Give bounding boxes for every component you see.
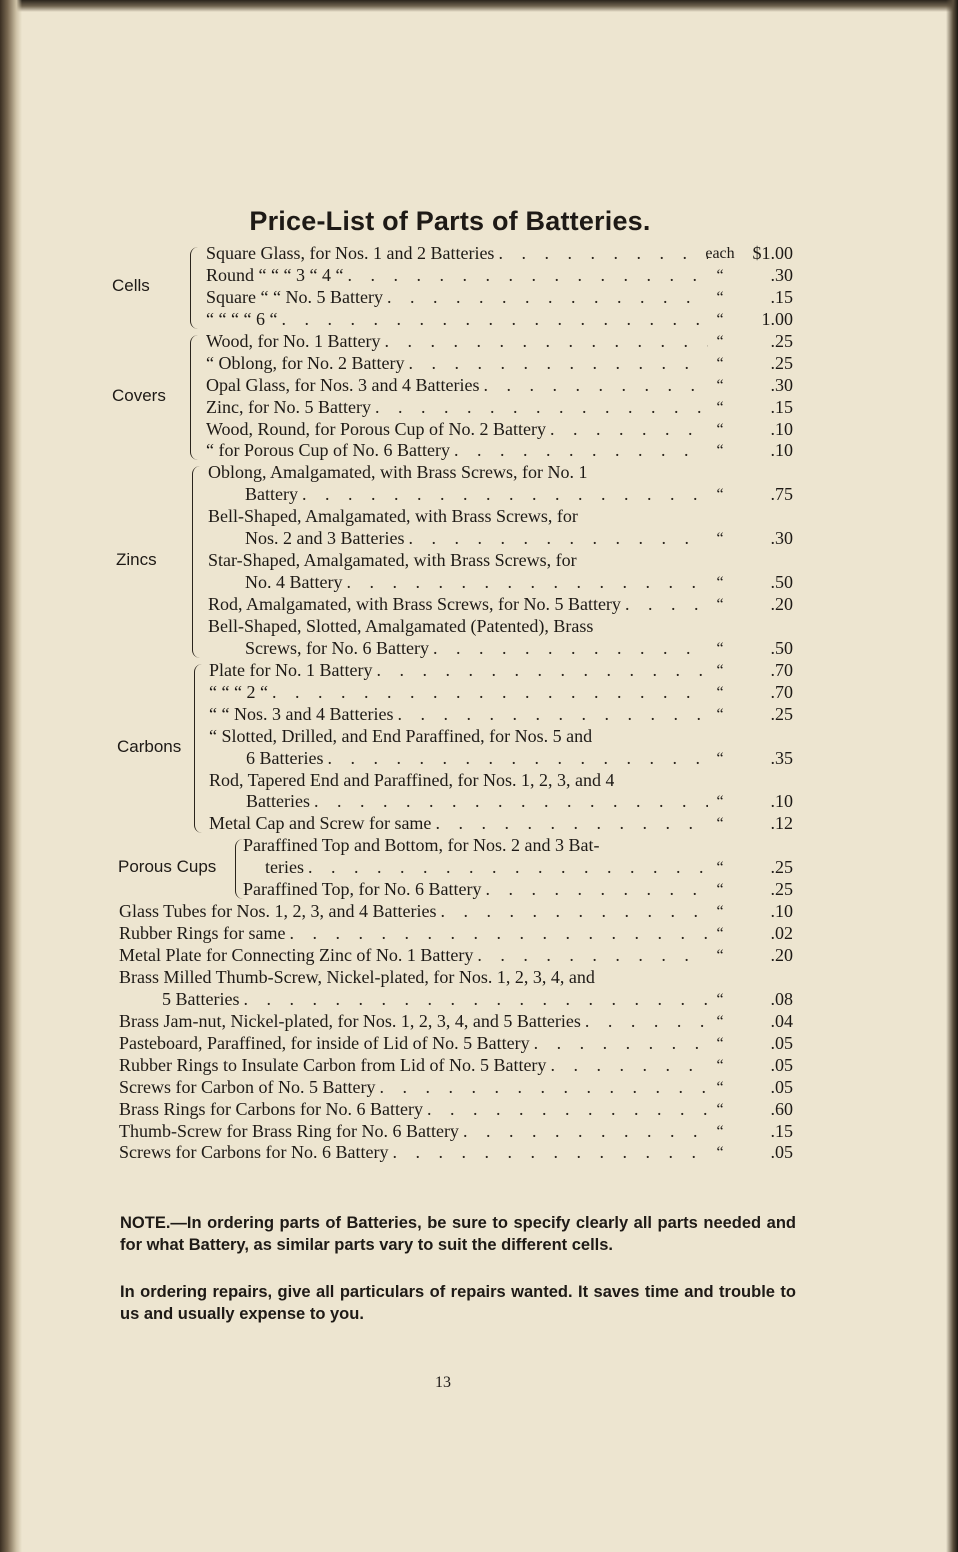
dot-leader: [397, 704, 708, 726]
unit-mark: “: [716, 1122, 724, 1140]
item-text: [245, 572, 708, 594]
price-line: [0, 462, 958, 484]
unit-mark: “: [716, 683, 724, 701]
unit-mark: “: [716, 749, 724, 767]
unit-mark: “: [716, 705, 724, 723]
item-text: [206, 375, 708, 397]
dot-leader: [454, 440, 708, 462]
unit-mark: “: [716, 1144, 724, 1162]
item-description: Brass Rings for Carbons for No. 6 Battery: [119, 1098, 423, 1119]
dot-leader: [408, 353, 708, 375]
dot-leader: [308, 857, 708, 879]
price-line: [0, 309, 958, 331]
item-text: [119, 1055, 708, 1077]
price-value: .75: [770, 484, 793, 505]
price-line: [0, 791, 958, 813]
item-text: [243, 879, 708, 901]
item-description: Brass Milled Thumb-Screw, Nickel-plated, for Nos. 1, 2, 3, 4, and: [119, 966, 595, 987]
price-line: [0, 945, 958, 967]
item-description: Metal Plate for Connecting Zinc of No. 1 Battery: [119, 945, 474, 965]
price-value: .08: [770, 988, 793, 1009]
unit-mark: each: [705, 245, 735, 262]
price-line: [0, 1033, 958, 1055]
price-value: .25: [770, 703, 793, 724]
price-line: [0, 770, 958, 792]
unit-mark: “: [716, 793, 724, 811]
item-description: Square Glass, for Nos. 1 and 2 Batteries: [206, 243, 495, 263]
price-line: [0, 1142, 958, 1164]
item-text: [208, 616, 593, 638]
dot-leader: [302, 484, 708, 506]
item-text: [206, 331, 708, 353]
item-description: Pasteboard, Paraffined, for inside of Lid of No. 5 Battery: [119, 1032, 530, 1053]
price-value: .70: [770, 659, 793, 680]
note-paragraph-2: In ordering repairs, give all particulars of repairs wanted. It saves time and trouble to us and usually expense to you.: [120, 1283, 796, 1323]
item-description: Paraffined Top, for No. 6 Battery: [243, 879, 482, 900]
price-value: .12: [770, 813, 793, 834]
item-text: [206, 287, 708, 309]
item-text: [119, 1099, 708, 1121]
group-carbons: [0, 660, 958, 836]
dot-leader: [441, 901, 709, 923]
unit-mark: “: [716, 1012, 724, 1030]
brace-icon: [235, 839, 244, 899]
price-value: .50: [770, 572, 793, 593]
item-text: [209, 704, 708, 726]
price-value: .20: [770, 594, 793, 614]
price-line: [0, 353, 958, 375]
unit-mark: “: [716, 310, 724, 328]
price-value: .70: [770, 681, 793, 702]
item-text: [243, 835, 600, 857]
dot-leader: [585, 1011, 708, 1033]
price-line: [0, 572, 958, 594]
price-value: .02: [770, 923, 793, 944]
unit-mark: “: [716, 859, 724, 877]
unit-mark: “: [716, 639, 724, 657]
item-text: [209, 813, 708, 835]
item-description: Oblong, Amalgamated, with Brass Screws, for No. 1: [208, 462, 588, 483]
dot-leader: [272, 682, 708, 704]
dot-leader: [427, 1099, 708, 1121]
unit-mark: “: [716, 990, 724, 1008]
price-line: [0, 682, 958, 704]
item-text: [208, 550, 577, 572]
page-number: 13: [435, 1374, 451, 1391]
item-text: [119, 1033, 708, 1055]
item-description: Wood, Round, for Porous Cup of No. 2 Battery: [206, 418, 547, 439]
dot-leader: [625, 594, 708, 616]
item-description: Plate for No. 1 Battery: [209, 659, 373, 680]
item-text: [265, 857, 708, 879]
item-description: Zinc, for No. 5 Battery: [206, 396, 371, 417]
dot-leader: [327, 748, 708, 770]
dot-leader: [435, 813, 708, 835]
price-line: [0, 660, 958, 682]
dot-leader: [483, 375, 708, 397]
item-text: [246, 791, 708, 813]
item-description: “ “ Nos. 3 and 4 Batteries: [209, 703, 394, 724]
price-line: [0, 835, 958, 857]
item-text: [208, 594, 708, 616]
unit-mark: “: [716, 266, 724, 284]
dot-leader: [314, 791, 708, 813]
price-line: [0, 967, 958, 989]
price-line: [0, 901, 958, 923]
item-description: “ “ “ 2 “: [209, 681, 268, 702]
unit-mark: “: [716, 947, 724, 964]
price-value: .30: [770, 528, 793, 549]
price-value: .30: [770, 264, 793, 285]
unit-mark: “: [716, 596, 724, 613]
item-text: [162, 989, 708, 1011]
item-text: [245, 528, 708, 550]
item-description: “ “ “ “ 6 “: [206, 308, 278, 329]
price-line: [0, 440, 958, 462]
item-text: [206, 265, 708, 287]
item-description: Rod, Amalgamated, with Brass Screws, for No. 5 Battery: [208, 594, 621, 614]
unit-mark: “: [716, 881, 724, 899]
group-label: Carbons: [117, 736, 182, 756]
dot-leader: [477, 945, 708, 967]
dot-leader: [289, 923, 708, 945]
item-description: Wood, for No. 1 Battery: [206, 330, 381, 351]
dot-leader: [550, 419, 708, 441]
price-value: .15: [770, 1120, 793, 1141]
item-description: Rod, Tapered End and Paraffined, for Nos. 1, 2, 3, and 4: [209, 769, 615, 790]
item-description: Nos. 2 and 3 Batteries: [245, 528, 405, 549]
unit-mark: “: [716, 1100, 724, 1118]
item-description: Thumb-Screw for Brass Ring for No. 6 Battery: [119, 1120, 459, 1141]
item-description: Battery: [245, 484, 298, 505]
unit-mark: “: [716, 420, 724, 438]
item-description: Rubber Rings for same: [119, 923, 286, 944]
price-value: .25: [770, 352, 793, 373]
dot-leader: [375, 397, 708, 419]
item-description: Paraffined Top and Bottom, for Nos. 2 and 3 Bat-: [243, 835, 600, 856]
item-description: “ Slotted, Drilled, and End Paraffined, for Nos. 5 and: [209, 725, 593, 746]
dot-leader: [498, 243, 708, 265]
item-text: [119, 1011, 708, 1033]
price-value: .10: [770, 791, 793, 812]
item-text: [209, 682, 708, 704]
item-text: [206, 440, 708, 462]
dot-leader: [346, 572, 708, 594]
item-description: Star-Shaped, Amalgamated, with Brass Screws, for: [208, 550, 577, 571]
price-line: [0, 594, 958, 616]
price-line: [0, 506, 958, 528]
price-value: .10: [770, 440, 793, 461]
price-value: $1.00: [752, 243, 793, 263]
item-description: Batteries: [246, 791, 310, 812]
item-description: Screws for Carbon of No. 5 Battery: [119, 1076, 376, 1097]
unit-mark: “: [716, 661, 724, 679]
unit-mark: “: [716, 1078, 724, 1096]
price-line: [0, 331, 958, 353]
unit-mark: “: [716, 815, 724, 833]
dot-leader: [347, 265, 708, 287]
item-text: [119, 967, 595, 989]
price-value: .25: [770, 330, 793, 351]
item-description: “ Oblong, for No. 2 Battery: [206, 352, 405, 373]
unit-mark: “: [716, 486, 724, 504]
item-description: Metal Cap and Screw for same: [209, 813, 432, 834]
item-text: [206, 353, 708, 375]
item-text: [209, 726, 592, 748]
price-value: .35: [770, 747, 793, 768]
dot-leader: [550, 1055, 708, 1077]
price-value: .10: [770, 418, 793, 439]
item-text: [209, 660, 708, 682]
dot-leader: [376, 660, 708, 682]
price-line: [0, 813, 958, 835]
item-text: [209, 770, 614, 792]
page-title: Price-List of Parts of Batteries.: [249, 206, 651, 237]
dot-leader: [281, 309, 708, 331]
unit-mark: “: [716, 1034, 724, 1052]
price-line: [0, 1055, 958, 1077]
item-description: “ for Porous Cup of No. 6 Battery: [206, 440, 450, 461]
price-line: [0, 1077, 958, 1099]
dot-leader: [392, 1142, 708, 1164]
unit-mark: “: [716, 288, 724, 306]
dot-leader: [243, 989, 708, 1011]
group-porous-cups: [0, 835, 958, 901]
price-line: [0, 989, 958, 1011]
item-description: 6 Batteries: [246, 747, 324, 768]
price-value: .25: [770, 857, 793, 878]
group-cells: [0, 243, 958, 331]
item-description: Screws for Carbons for No. 6 Battery: [119, 1142, 389, 1163]
unit-mark: “: [716, 903, 724, 921]
price-value: .05: [770, 1054, 793, 1075]
price-value: .30: [770, 374, 793, 395]
price-value: .04: [770, 1010, 793, 1031]
item-description: Rubber Rings to Insulate Carbon from Lid of No. 5 Battery: [119, 1054, 547, 1075]
item-text: [206, 397, 708, 419]
dot-leader: [463, 1121, 708, 1143]
item-text: [119, 1121, 708, 1143]
unit-mark: “: [716, 376, 724, 394]
item-text: [119, 923, 708, 945]
price-value: .25: [770, 879, 793, 900]
brace-icon: [190, 335, 199, 461]
price-line: [0, 879, 958, 901]
dot-leader: [534, 1033, 708, 1055]
price-value: 1.00: [761, 308, 793, 329]
item-description: Bell-Shaped, Amalgamated, with Brass Screws, for: [208, 506, 578, 527]
unit-mark: “: [716, 1056, 724, 1074]
item-text: [119, 1142, 708, 1164]
item-text: [206, 309, 708, 331]
dot-leader: [486, 879, 708, 901]
group-label: Porous Cups: [118, 857, 217, 877]
item-text: [246, 748, 708, 770]
item-text: [245, 484, 708, 506]
item-description: No. 4 Battery: [245, 572, 343, 593]
price-value: .15: [770, 286, 793, 307]
unit-mark: “: [716, 354, 724, 372]
brace-icon: [194, 664, 203, 834]
dot-leader: [379, 1077, 708, 1099]
page-top-shadow: [0, 0, 958, 12]
price-line: [0, 484, 958, 506]
item-description: Glass Tubes for Nos. 1, 2, 3, and 4 Batteries: [119, 901, 437, 922]
price-line: [0, 243, 958, 265]
item-text: [119, 1077, 708, 1099]
price-line: [0, 638, 958, 660]
item-description: Opal Glass, for Nos. 3 and 4 Batteries: [206, 374, 480, 395]
price-line: [0, 1121, 958, 1143]
group-label: Zincs: [116, 550, 157, 570]
price-value: .05: [770, 1032, 793, 1053]
item-description: 5 Batteries: [162, 988, 240, 1009]
unit-mark: “: [716, 925, 724, 943]
group-covers: [0, 331, 958, 463]
price-value: .15: [770, 396, 793, 417]
item-description: Square “ “ No. 5 Battery: [206, 286, 383, 307]
group-zincs: [0, 462, 958, 659]
dot-leader: [387, 287, 708, 309]
price-line: [0, 1099, 958, 1121]
group-label: Covers: [112, 385, 166, 405]
price-value: .50: [770, 637, 793, 658]
price-line: [0, 616, 958, 638]
brace-icon: [192, 466, 201, 658]
price-value: .05: [770, 1076, 793, 1097]
unit-mark: “: [716, 530, 724, 548]
dot-leader: [385, 331, 708, 353]
price-line: [0, 923, 958, 945]
item-text: [119, 945, 708, 967]
unit-mark: “: [716, 574, 724, 592]
price-line: [0, 528, 958, 550]
price-value: .10: [770, 901, 793, 922]
note-paragraph-1: NOTE.—In ordering parts of Batteries, be sure to specify clearly all parts needed and for what Battery, as similar parts vary to suit the different cells.: [120, 1214, 796, 1254]
dot-leader: [408, 528, 708, 550]
item-text: [119, 901, 708, 923]
item-text: [206, 243, 708, 265]
price-line: [0, 704, 958, 726]
price-line: [0, 419, 958, 441]
unit-mark: “: [716, 332, 724, 350]
price-value: .05: [770, 1142, 793, 1163]
unit-mark: “: [716, 398, 724, 416]
price-value: .60: [770, 1098, 793, 1119]
item-description: Brass Jam-nut, Nickel-plated, for Nos. 1, 2, 3, 4, and 5 Batteries: [119, 1010, 581, 1031]
item-text: [206, 419, 708, 441]
unit-mark: “: [716, 442, 724, 460]
price-value: .20: [770, 945, 793, 965]
price-line: [0, 1011, 958, 1033]
item-text: [208, 462, 587, 484]
item-text: [208, 506, 578, 528]
item-description: Screws, for No. 6 Battery: [245, 637, 429, 658]
item-description: Bell-Shaped, Slotted, Amalgamated (Patented), Brass: [208, 615, 594, 636]
price-list: [0, 243, 958, 1164]
group-label: Cells: [112, 275, 150, 295]
item-description: teries: [265, 857, 304, 878]
item-description: Round “ “ “ 3 “ 4 “: [206, 264, 344, 285]
dot-leader: [433, 638, 708, 660]
brace-icon: [190, 247, 199, 329]
item-text: [245, 638, 708, 660]
